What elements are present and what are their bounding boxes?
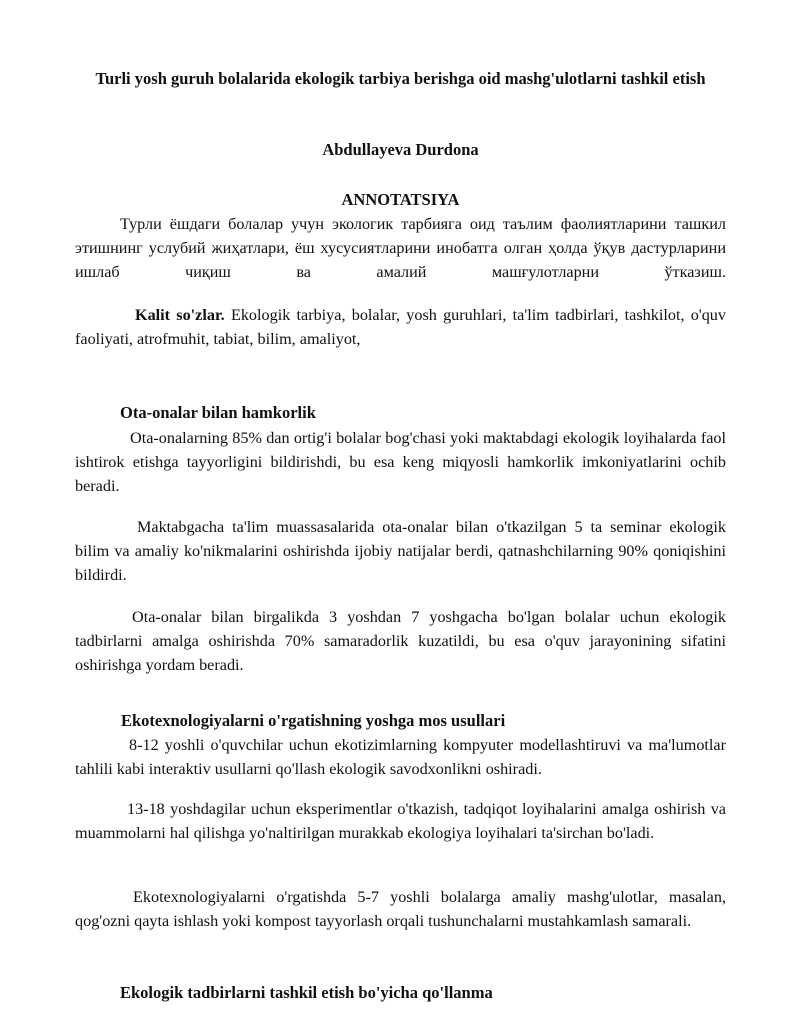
document-title: Turli yosh guruh bolalarida ekologik tarbiya berishga oid mashg'ulotlarni tashkil etish [95, 69, 706, 88]
paragraph: 8-12 yoshli o'quvchilar uchun ekotizimlarning kompyuter modellashtiruvi va ma'lumotlar tahlili kabi interaktiv usullarni qo'llash ekologik savodxonlikni oshiradi. [75, 736, 726, 778]
paragraph: Ota-onalar bilan birgalikda 3 yoshdan 7 yoshgacha bo'lgan bolalar uchun ekologik tadbirlarni amalga oshirishda 70% samaradorlik kuzatildi, bu esa o'quv jarayonining sifatini oshirishga yordam beradi. [75, 608, 726, 674]
keywords-label: Kalit so'zlar. [135, 306, 225, 324]
author-name: Abdullayeva Durdona [322, 140, 479, 159]
section-heading-events-guide: Ekologik tadbirlarni tashkil etish bo'yicha qo'llanma [120, 983, 493, 1002]
paragraph: 13-18 yoshdagilar uchun eksperimentlar o'tkazish, tadqiqot loyihalarini amalga oshirish va muammolarni hal qilishga yo'naltirilgan murakkab ekologiya loyihalari ta'sirchan bo'ladi. [75, 800, 726, 842]
annotation-heading: ANNOTATSIYA [341, 190, 460, 209]
section-heading-parent-cooperation: Ota-onalar bilan hamkorlik [120, 403, 316, 422]
paragraph: Ekotexnologiyalarni o'rgatishda 5-7 yoshli bolalarga amaliy mashg'ulotlar, masalan, qog'ozni qayta ishlash yoki kompost tayyorlash orqali tushunchalarni mustahkamlash samarali. [75, 888, 726, 930]
section-heading-ecotech-methods: Ekotexnologiyalarni o'rgatishning yoshga mos usullari [121, 711, 506, 730]
keywords-paragraph [75, 303, 726, 351]
keywords-text: Ekologik tarbiya, bolalar, yosh guruhlari, ta'lim tadbirlari, tashkilot, o'quv faoliyati, atrofmuhit, tabiat, bilim, amaliyot, [75, 306, 726, 348]
paragraph: Ota-onalarning 85% dan ortig'i bolalar bog'chasi yoki maktabdagi ekologik loyihalarda faol ishtirok etishga tayyorligini bildirishdi, bu esa keng miqyosli hamkorlik imkoniyatlarini ochib beradi. [75, 429, 726, 495]
paragraph: Maktabgacha ta'lim muassasalarida ota-onalar bilan o'tkazilgan 5 ta seminar ekologik bilim va amaliy ko'nikmalarini oshirishda ijobiy natijalar berdi, qatnashchilarning 90% qoniqishini bildirdi. [75, 518, 726, 584]
annotation-text: Турли ёшдаги болалар учун экологик тарбияга оид таълим фаолиятларини ташкил этишнинг услубий жиҳатлари, ёш хусусиятларини инобатга олган ҳолда ўқув дастурларини ишлаб чиқиш ва амалий машғулотларни ўтказиш. [75, 215, 726, 281]
